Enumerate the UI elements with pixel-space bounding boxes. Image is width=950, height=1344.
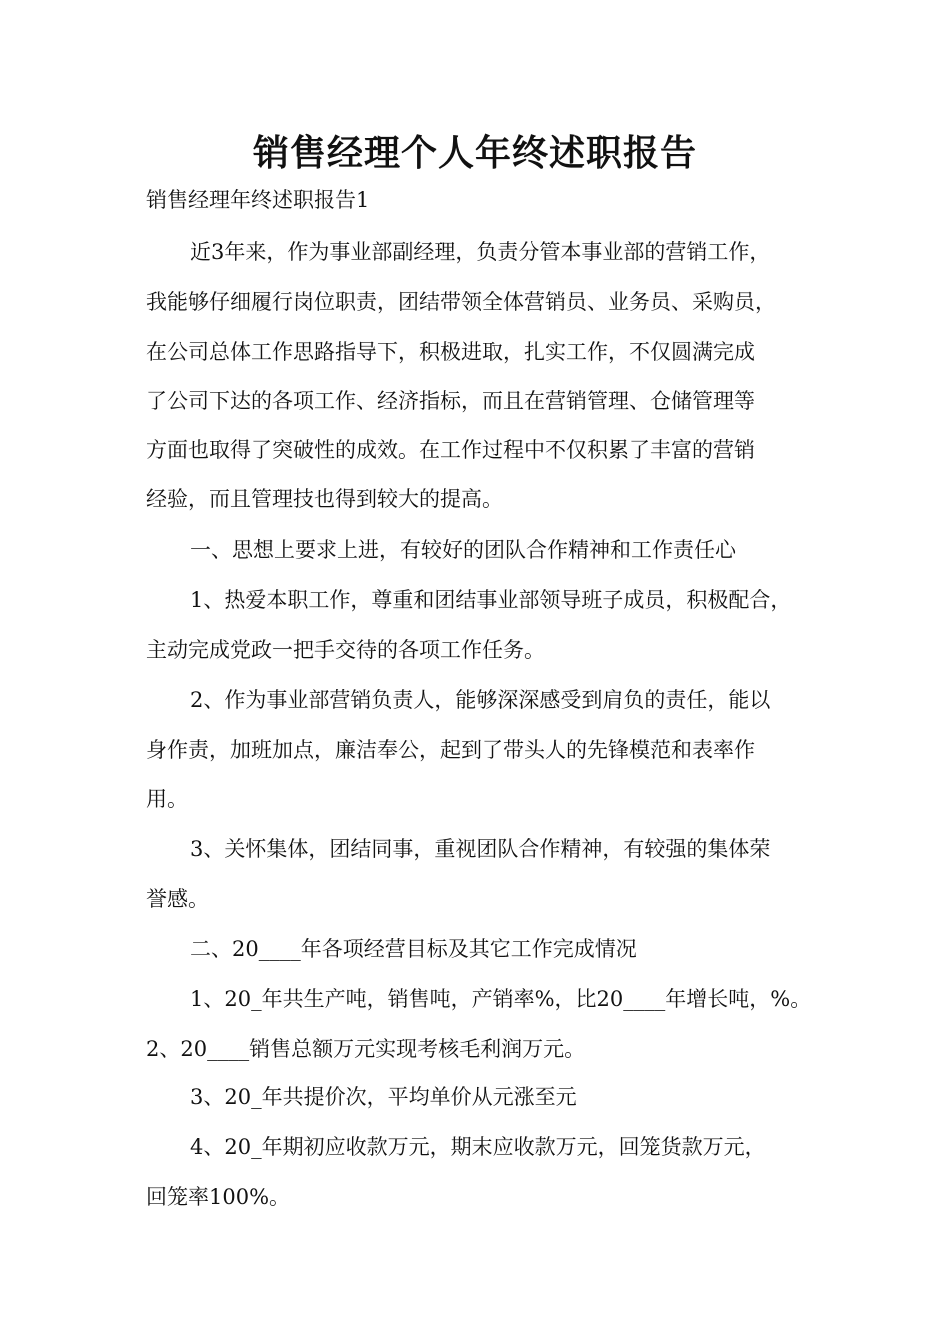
document-title: 销售经理个人年终述职报告 bbox=[252, 132, 697, 174]
paragraph-line: 在公司总体工作思路指导下，积极进取，扎实工作，不仅圆满完成 bbox=[146, 340, 755, 364]
paragraph-line: 方面也取得了突破性的成效。在工作过程中不仅积累了丰富的营销 bbox=[146, 438, 755, 462]
section-heading: 一、思想上要求上进，有较好的团队合作精神和工作责任心 bbox=[190, 538, 736, 562]
paragraph-line: 誉感。 bbox=[146, 887, 209, 911]
paragraph-line: 1、20_年共生产吨，销售吨，产销率%，比20____年增长吨，%。 bbox=[190, 987, 812, 1011]
paragraph-line: 身作责，加班加点，廉洁奉公，起到了带头人的先锋模范和表率作 bbox=[146, 738, 755, 762]
paragraph-line: 了公司下达的各项工作、经济指标，而且在营销管理、仓储管理等 bbox=[146, 389, 755, 413]
paragraph-line: 3、关怀集体，团结同事，重视团队合作精神，有较强的集体荣 bbox=[190, 837, 771, 861]
paragraph-line: 我能够仔细履行岗位职责，团结带领全体营销员、业务员、采购员， bbox=[146, 290, 776, 314]
document-subtitle: 销售经理年终述职报告1 bbox=[146, 188, 370, 212]
paragraph-line: 2、作为事业部营销负责人，能够深深感受到肩负的责任，能以 bbox=[190, 688, 771, 712]
paragraph-line: 3、20_年共提价次，平均单价从元涨至元 bbox=[190, 1085, 577, 1109]
paragraph-line: 1、热爱本职工作，尊重和团结事业部领导班子成员，积极配合， bbox=[190, 588, 792, 612]
paragraph-line: 近3年来，作为事业部副经理，负责分管本事业部的营销工作， bbox=[190, 240, 771, 264]
paragraph-line: 经验，而且管理技也得到较大的提高。 bbox=[146, 487, 503, 511]
paragraph-line: 主动完成党政一把手交待的各项工作任务。 bbox=[146, 638, 545, 662]
paragraph-line: 用。 bbox=[146, 787, 188, 811]
paragraph-line: 4、20_年期初应收款万元，期末应收款万元，回笼货款万元， bbox=[190, 1135, 766, 1159]
paragraph-line: 回笼率100%。 bbox=[146, 1185, 291, 1209]
section-heading: 二、20____年各项经营目标及其它工作完成情况 bbox=[190, 937, 637, 961]
paragraph-line: 2、20____销售总额万元实现考核毛利润万元。 bbox=[146, 1037, 586, 1061]
